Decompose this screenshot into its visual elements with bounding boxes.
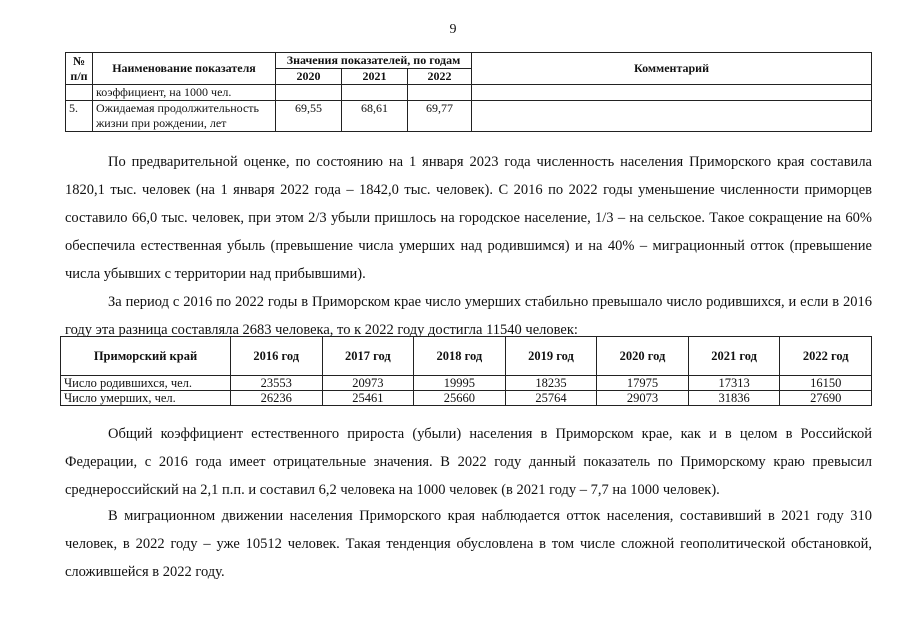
indicator-comment [472,85,872,101]
births-value: 17975 [597,376,689,391]
births-value: 20973 [322,376,414,391]
header-year: 2016 год [231,337,323,376]
deaths-value: 25660 [414,391,506,406]
header-year: 2020 год [597,337,689,376]
table-row [66,85,872,101]
table-row [66,101,872,132]
indicator-value [408,85,472,101]
page-number: 9 [449,22,457,37]
indicator-value: 68,61 [342,101,408,132]
paragraph-natural-growth: Общий коэффициент естественного прироста (убыли) населения в Приморском крае, как и в целом в Российской Федерации, с 2016 года имеет отрицательные значения. В 2022 году данный показатель по Приморскому краю превысил среднероссийский на 2,1 п.п. и составил 6,2 человека на 1000 человек (в 2021 году – 7,7 на 1000 человек). [65,426,872,498]
paragraph-population: По предварительной оценке, по состоянию на 1 января 2023 года численность населения Приморского края составила 1820,1 тыс. человек (на 1 января 2022 года – 1842,0 тыс. человек). С 2016 по 2022 годы уменьшение численности приморцев составило 66,0 тыс. человек, при этом 2/3 убыли пришлось на городское население, 1/3 – на сельское. Такое сокращение на 60% обеспечила естественная убыль (превышение числа умерших над родившимся) и на 40% – миграционный отток (превышение числа убывших с территории над прибывшими). [65,154,872,282]
row-label: Число родившихся, чел. [61,376,231,391]
deaths-value: 27690 [780,391,872,406]
header-year: 2021 год [688,337,780,376]
header-year: 2020 [276,69,342,85]
deaths-value: 31836 [688,391,780,406]
indicator-value: 69,77 [408,101,472,132]
header-year: 2022 [408,69,472,85]
births-value: 18235 [505,376,597,391]
row-label: Число умерших, чел. [61,391,231,406]
table-row-births [61,376,872,391]
table-row-deaths [61,391,872,406]
indicators-table [65,52,872,132]
indicator-name: коэффициент, на 1000 чел. [93,85,276,101]
births-value: 17313 [688,376,780,391]
header-values-by-year: Значения показателей, по годам [276,53,472,69]
header-comment: Комментарий [472,53,872,85]
birth-death-table [60,336,872,406]
header-indicator-name: Наименование показателя [93,53,276,85]
deaths-value: 26236 [231,391,323,406]
header-year: 2022 год [780,337,872,376]
births-value: 16150 [780,376,872,391]
indicator-comment [472,101,872,132]
births-value: 23553 [231,376,323,391]
header-num: № п/п [66,53,93,85]
deaths-value: 25461 [322,391,414,406]
paragraph-migration: В миграционном движении населения Приморского края наблюдается отток населения, составивший в 2021 году 310 человек, в 2022 году – уже 10512 человек. Такая тенденция обусловлена в том числе сложной геополитической обстановкой, сложившейся в 2022 году. [65,508,872,580]
header-year: 2018 год [414,337,506,376]
deaths-value: 25764 [505,391,597,406]
header-year: 2021 [342,69,408,85]
indicator-name: Ожидаемая продолжительность жизни при рождении, лет [93,101,276,132]
row-num: 5. [66,101,93,132]
header-year: 2019 год [505,337,597,376]
header-region: Приморский край [61,337,231,376]
indicator-value: 69,55 [276,101,342,132]
row-num [66,85,93,101]
indicator-value [276,85,342,101]
indicator-value [342,85,408,101]
deaths-value: 29073 [597,391,689,406]
births-value: 19995 [414,376,506,391]
paragraph-birth-death-gap: За период с 2016 по 2022 годы в Приморском крае число умерших стабильно превышало число родившихся, и если в 2016 году эта разница составляла 2683 человека, то к 2022 году достигла 11540 человек: [65,294,872,338]
header-year: 2017 год [322,337,414,376]
